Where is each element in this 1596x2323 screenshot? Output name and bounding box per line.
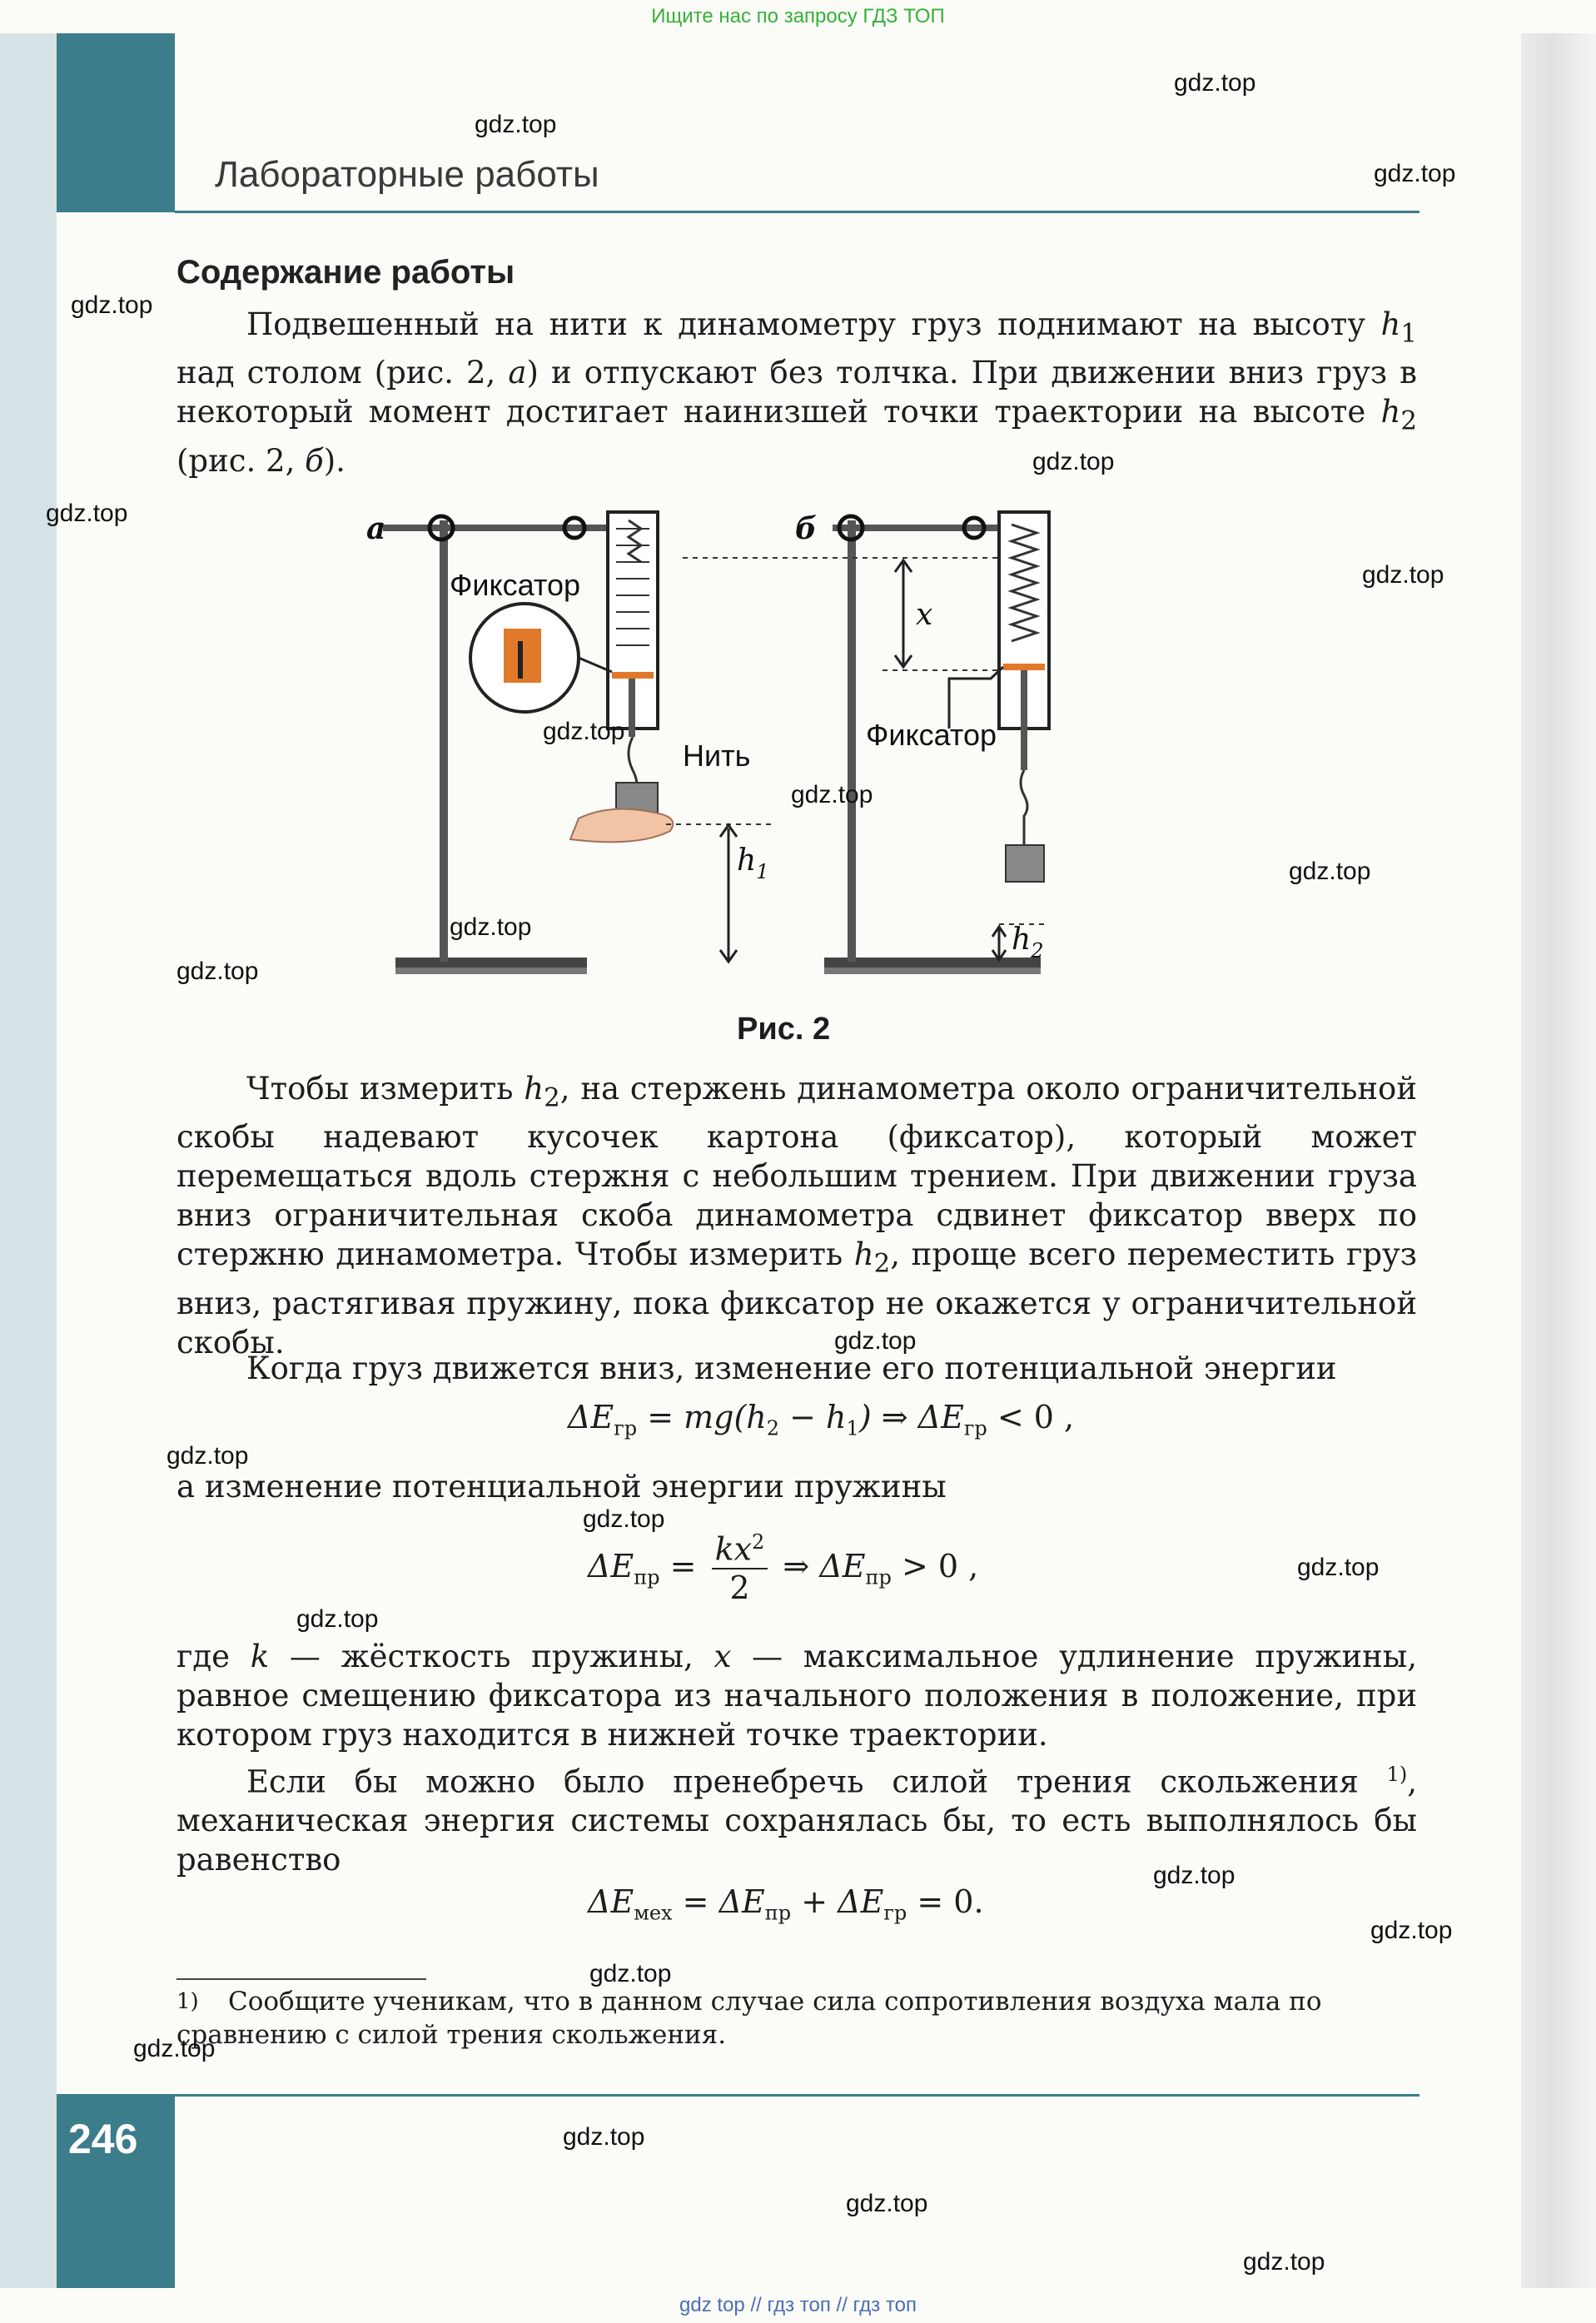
- running-header-title: Лабораторные работы: [215, 154, 599, 195]
- watermark: gdz.top: [543, 718, 625, 745]
- bottom-banner[interactable]: gdz top // гдз топ // гдз топ: [679, 2294, 917, 2316]
- equation-energy-conservation: $\Delta E_{мех} = \Delta E_{пр} + \Delta E_{гр} = 0$.: [588, 1883, 984, 1925]
- paragraph-4: а изменение потенциальной энергии пружины: [177, 1469, 947, 1505]
- x-dimension: [683, 558, 999, 670]
- footer-rule: [175, 2094, 1419, 2097]
- watermark: gdz.top: [475, 111, 557, 138]
- equation-gravity-energy: $\Delta E_{гр} = mg(h_2 - h_1)$ ⇒ $\Delta E_{гр} < 0$ ,: [568, 1399, 1075, 1440]
- paragraph-1: Подвешенный на нити к динамометру груз поднимают на высоту $h_1$ над столом (рис. 2, а) и отпускают без толчка. При движении вниз груз в некоторый момент достигает наинизшей точки траектории на высоте $h_2$ (рис. 2, б).: [177, 306, 1417, 479]
- watermark: gdz.top: [46, 500, 128, 527]
- watermark: gdz.top: [1289, 858, 1371, 885]
- footnote: [177, 1985, 1417, 2052]
- footnote-text: Сообщите ученикам, что в данном случае сила сопротивления воздуха мала по сравнению с силой трения скольжения.: [177, 1987, 1322, 2050]
- watermark: gdz.top: [296, 1605, 379, 1633]
- paragraph-5: где k — жёсткость пружины, x — максимальное удлинение пружины, равное смещению фиксатора из начального положения в положение, при котором груз находится в нижней точке траектории.: [177, 1639, 1418, 1753]
- watermark: gdz.top: [1243, 2248, 1325, 2276]
- footnote-rule: [177, 1978, 426, 1980]
- header-accent-block: [57, 33, 175, 212]
- watermark: gdz.top: [1032, 448, 1115, 475]
- fixator-right-label: Фиксатор: [866, 718, 997, 752]
- watermark: gdz.top: [1297, 1554, 1380, 1581]
- left-margin-band: [0, 33, 57, 2288]
- watermark: gdz.top: [167, 1442, 249, 1470]
- watermark: gdz.top: [791, 781, 873, 808]
- watermark: gdz.top: [1153, 1862, 1236, 1889]
- top-banner[interactable]: Ищите нас по запросу ГДЗ ТОП: [651, 5, 945, 27]
- thread-label: Нить: [683, 739, 751, 773]
- watermark: gdz.top: [1370, 1917, 1453, 1944]
- watermark: gdz.top: [1362, 561, 1444, 589]
- paragraph-3: Когда груз движется вниз, изменение его потенциальной энергии: [246, 1351, 1337, 1386]
- header-rule: [175, 211, 1419, 213]
- footnote-mark: 1): [177, 1989, 199, 2014]
- watermark: gdz.top: [834, 1327, 917, 1355]
- paragraph-2: Чтобы измерить $h_2$, на стержень динамометра около ограничительной скобы надевают кусочек картона (фиксатор), который может перемещаться вдоль стержня с небольшим трением. При движении груза вниз ограничительная скоба динамометра сдвинет фиксатор вверх по стержню динамометра. Чтобы измерить $h_2$, проще всего переместить груз вниз, растягивая пружину, пока фиксатор не окажется у ограничительной скобы.: [177, 1071, 1417, 1360]
- equation-spring-energy: $\Delta E_{пр}$ = $\frac{kx^2}{2}$ ⇒ $\Delta E_{пр} > 0$ ,: [588, 1530, 979, 1606]
- section-title: Содержание работы: [177, 254, 515, 291]
- watermark: gdz.top: [177, 958, 259, 985]
- h2-label: $h_2$: [1012, 923, 1044, 963]
- dynamometer-left: [608, 512, 658, 737]
- watermark: gdz.top: [1174, 69, 1256, 97]
- page-edge: [1521, 33, 1596, 2288]
- watermark: gdz.top: [450, 913, 532, 941]
- figure-label-a: а: [366, 511, 386, 546]
- watermark: gdz.top: [133, 2035, 216, 2062]
- watermark: gdz.top: [1374, 160, 1456, 187]
- figure-label-b: б: [795, 511, 817, 546]
- fixator-inset: [470, 604, 612, 712]
- figure-caption: Рис. 2: [737, 1012, 831, 1047]
- watermark: gdz.top: [563, 2123, 645, 2151]
- dynamometer-right: [949, 512, 1049, 882]
- watermark: gdz.top: [589, 1960, 672, 1987]
- h1-dimension: [666, 824, 774, 962]
- weight-with-hand: [570, 737, 673, 842]
- watermark: gdz.top: [583, 1505, 665, 1533]
- watermark: gdz.top: [71, 291, 153, 319]
- x-label: x: [916, 598, 933, 632]
- paragraph-6: Если бы можно было пренебречь силой трения скольжения $^{1)}$, механическая энергия системы сохранялась бы, то есть выполнялось бы равенство: [177, 1763, 1417, 1878]
- watermark: gdz.top: [846, 2190, 928, 2217]
- fixator-left-label: Фиксатор: [450, 568, 580, 602]
- page-number: 246: [68, 2116, 138, 2162]
- h1-label: $h_1$: [737, 843, 769, 883]
